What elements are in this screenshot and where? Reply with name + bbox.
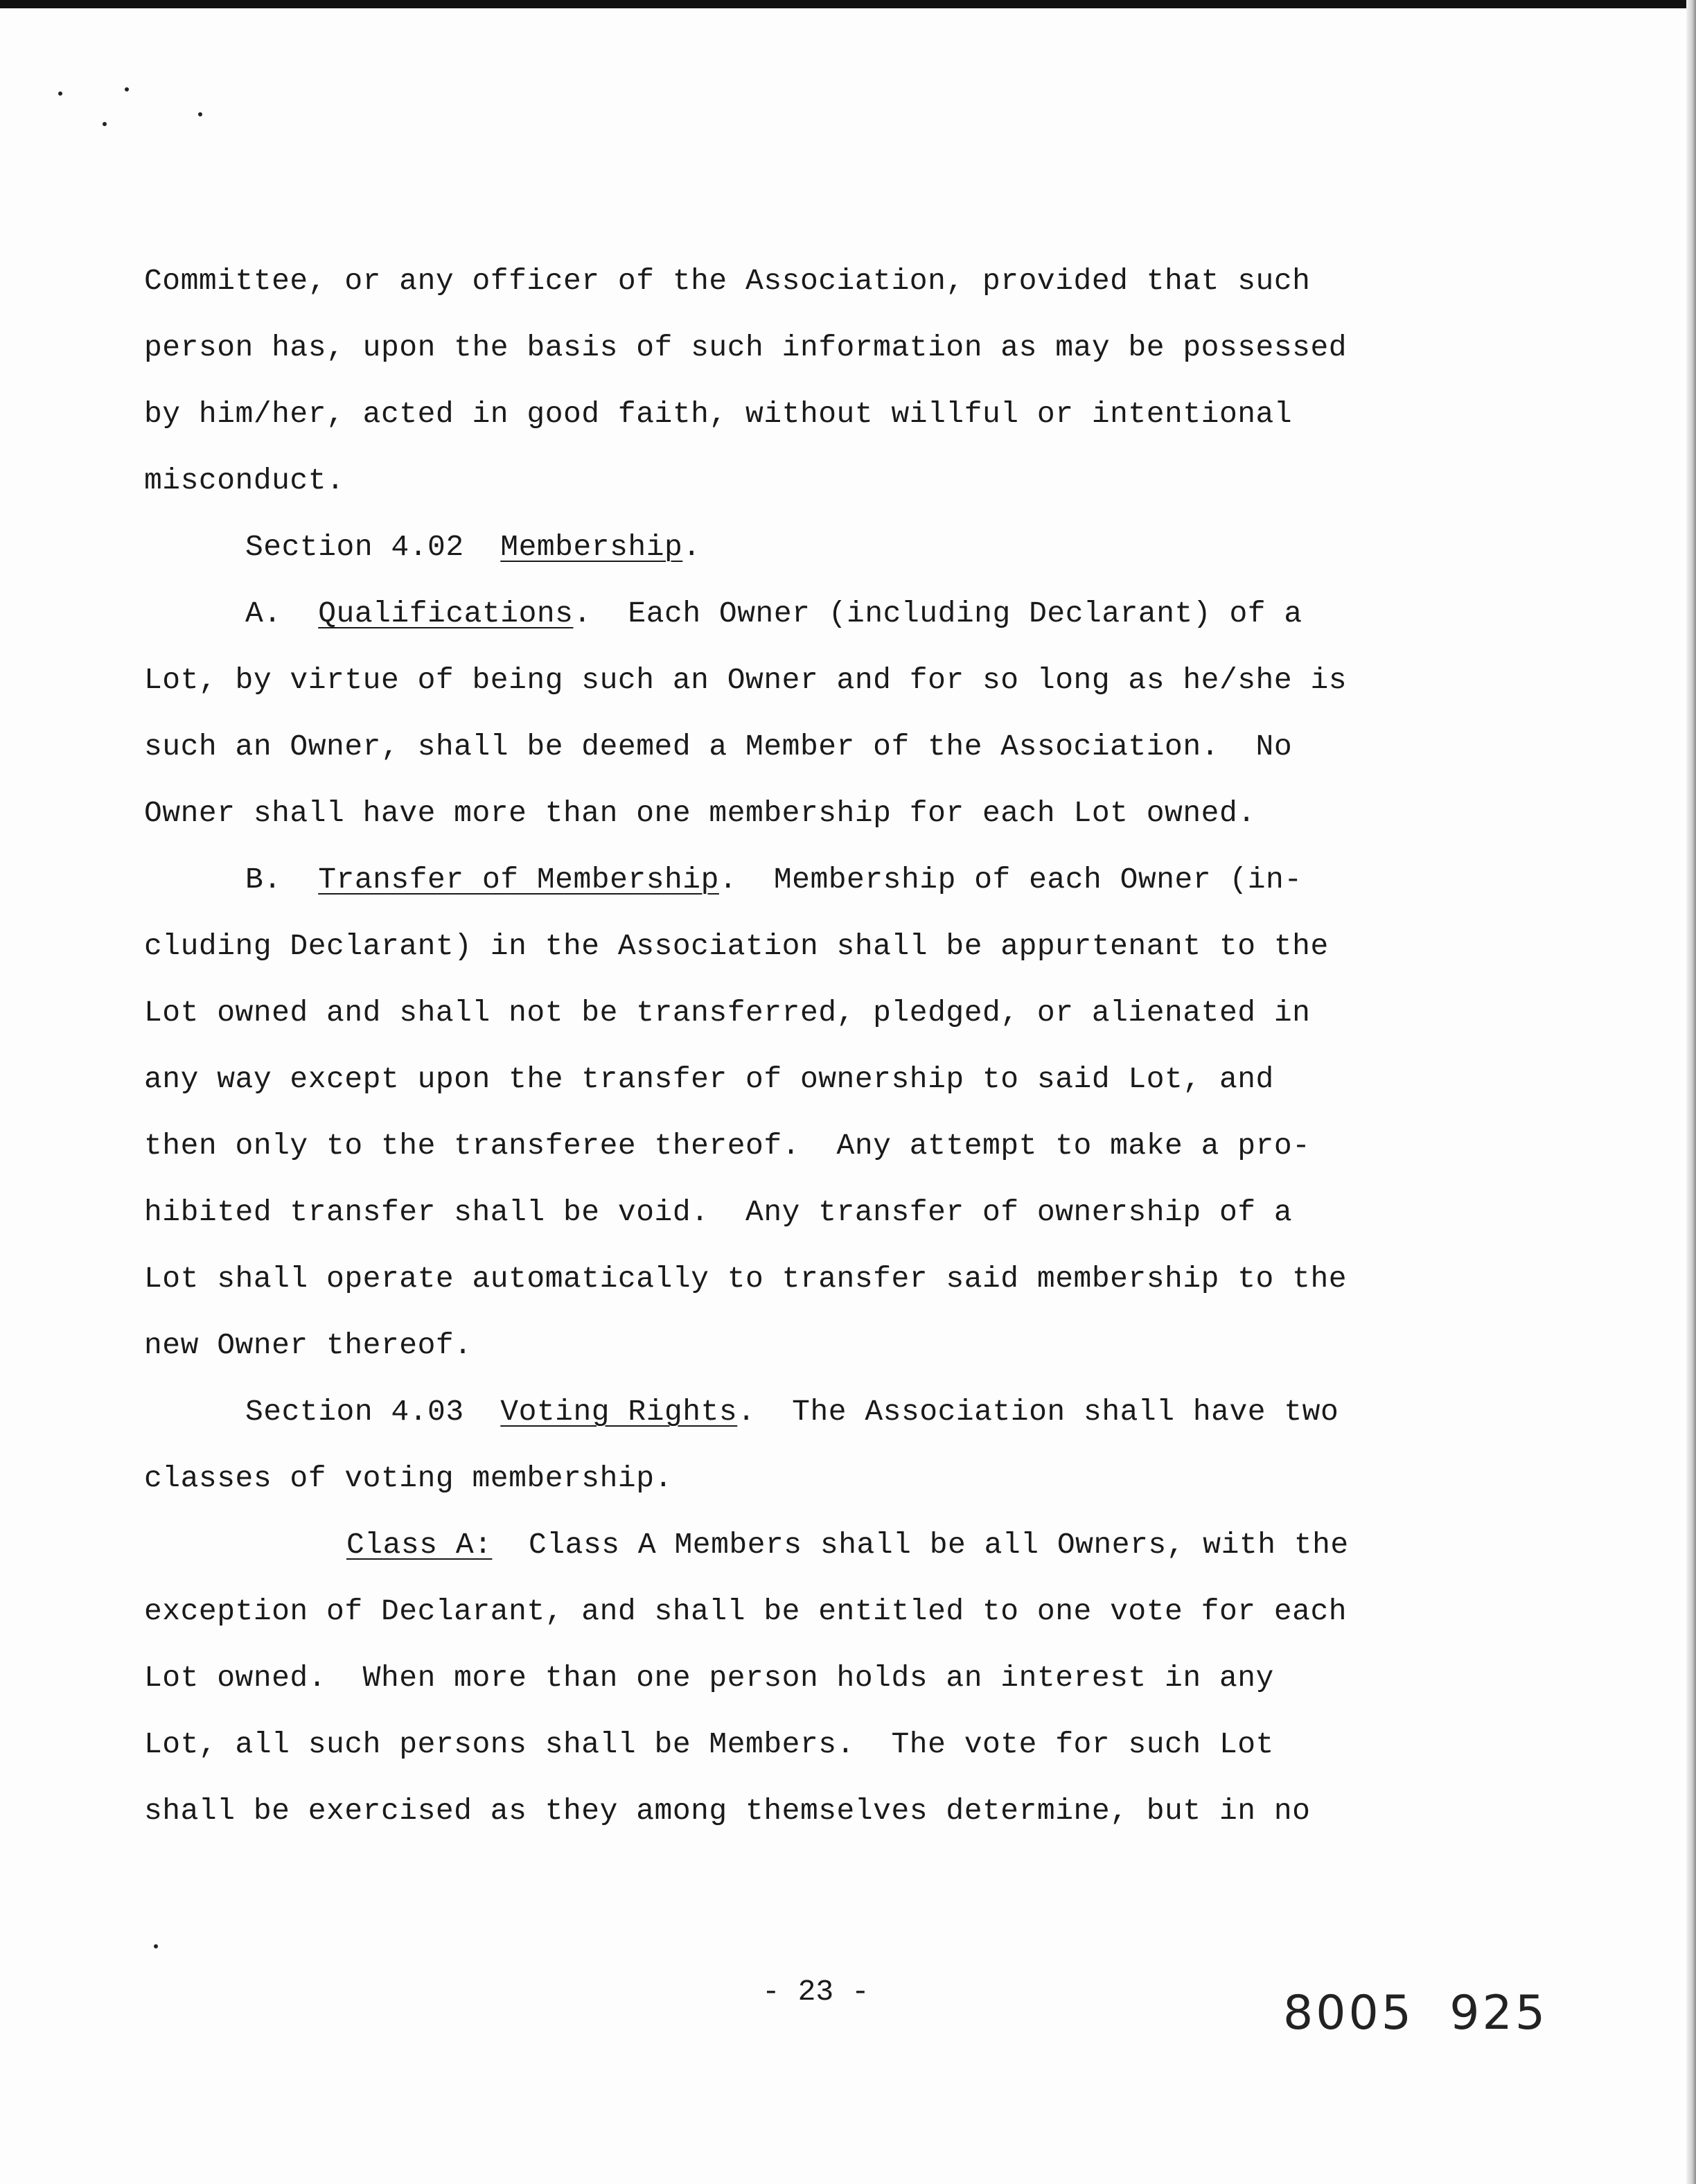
scan-speck <box>125 87 129 91</box>
text-line: Lot, all such persons shall be Members. The vote for such Lot <box>144 1727 1274 1761</box>
subsection-label: B. <box>245 863 282 897</box>
text-line: hibited transfer shall be void. Any transfer of ownership of a <box>144 1195 1293 1229</box>
subsection-b-first-line: B. Transfer of Membership. Membership of each Owner (in- <box>245 863 1302 897</box>
class-a-title: Class A: <box>346 1528 493 1562</box>
text-line: Lot, by virtue of being such an Owner and for so long as he/she is <box>144 663 1348 697</box>
scan-speck <box>58 91 62 96</box>
section-title: Membership <box>500 530 683 564</box>
text-line: misconduct. <box>144 464 345 497</box>
scan-right-edge <box>1686 0 1696 2184</box>
scan-speck <box>198 112 202 116</box>
section-4-03-heading-line: Section 4.03 Voting Rights. The Association shall have two <box>245 1395 1339 1429</box>
section-number: Section 4.03 <box>245 1395 464 1429</box>
text-line: exception of Declarant, and shall be entitled to one vote for each <box>144 1594 1348 1628</box>
section-title: Voting Rights <box>500 1395 738 1429</box>
text-line: Committee, or any officer of the Association, provided that such <box>144 264 1311 298</box>
text-run: Membership of each Owner (in- <box>773 863 1302 897</box>
text-line: by him/her, acted in good faith, without willful or intentional <box>144 397 1293 431</box>
subsection-label: A. <box>245 597 282 631</box>
scan-speck <box>103 122 107 126</box>
text-line: Lot owned. When more than one person holds an interest in any <box>144 1661 1274 1695</box>
body-text <box>144 248 1502 1844</box>
text-run: Each Owner (including Declarant) of a <box>628 597 1302 631</box>
scan-speck <box>154 1944 158 1948</box>
text-line: Owner shall have more than one membership for each Lot owned. <box>144 796 1256 830</box>
text-line: such an Owner, shall be deemed a Member of the Association. No <box>144 730 1293 764</box>
subsection-a-first-line: A. Qualifications. Each Owner (including Declarant) of a <box>245 597 1302 631</box>
text-line: Lot shall operate automatically to transfer said membership to the <box>144 1262 1348 1296</box>
text-run: Class A Members shall be all Owners, with the <box>529 1528 1349 1562</box>
text-line: then only to the transferee thereof. Any attempt to make a pro- <box>144 1129 1311 1163</box>
text-line: shall be exercised as they among themselves determine, but in no <box>144 1794 1311 1828</box>
section-4-02-heading-line: Section 4.02 Membership. <box>245 530 701 564</box>
text-line: cluding Declarant) in the Association shall be appurtenant to the <box>144 929 1329 963</box>
text-line: person has, upon the basis of such information as may be possessed <box>144 331 1348 364</box>
page-number: - 23 - <box>762 1975 869 2009</box>
scan-top-edge <box>0 0 1696 8</box>
text-line: classes of voting membership. <box>144 1461 673 1495</box>
class-a-first-line <box>144 1512 1502 1578</box>
section-number: Section 4.02 <box>245 530 464 564</box>
text-line: Lot owned and shall not be transferred, pledged, or alienated in <box>144 996 1311 1030</box>
text-line: new Owner thereof. <box>144 1328 472 1362</box>
subsection-title: Transfer of Membership <box>318 863 719 897</box>
text-run: The Association shall have two <box>792 1395 1339 1429</box>
subsection-title: Qualifications <box>318 597 574 631</box>
document-stamp-number: 8005 925 <box>1283 1986 1548 2041</box>
text-line: any way except upon the transfer of ownership to said Lot, and <box>144 1062 1274 1096</box>
